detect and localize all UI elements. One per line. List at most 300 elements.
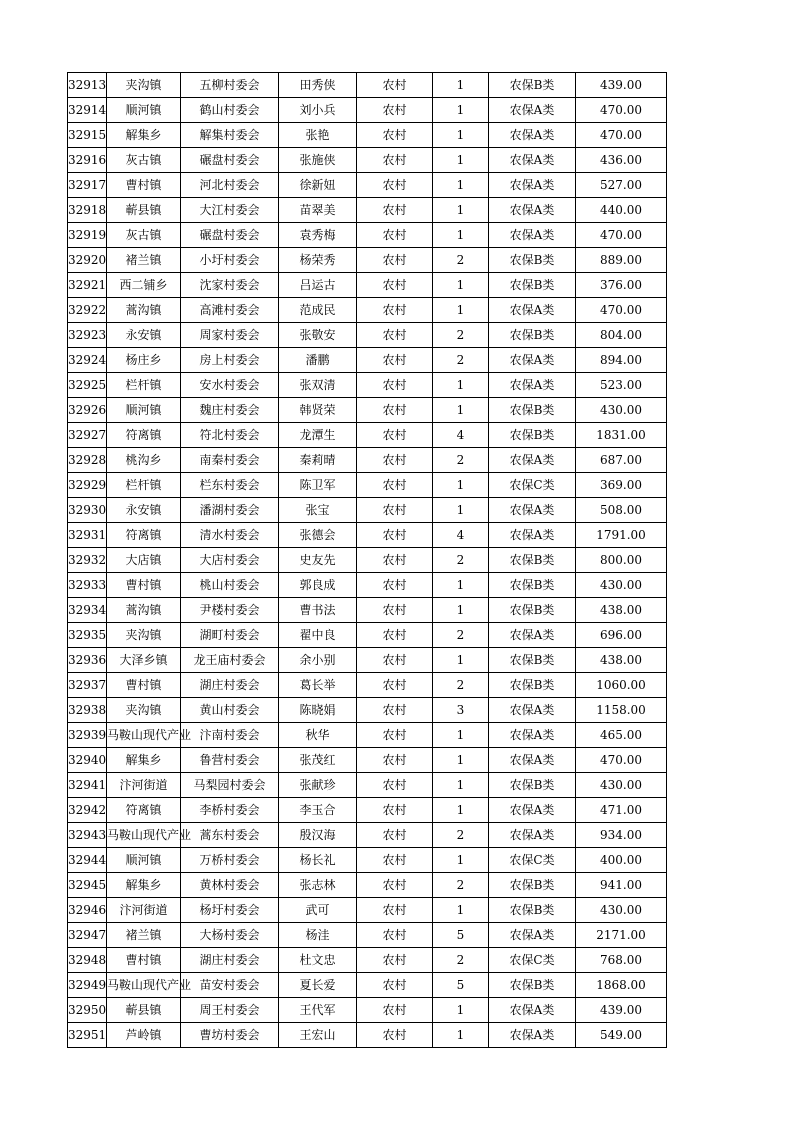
village-committee-cell: 符北村委会: [181, 423, 279, 448]
town-cell: 夹沟镇: [107, 698, 181, 723]
village-committee-cell: 李桥村委会: [181, 798, 279, 823]
person-name-cell: 张双清: [279, 373, 357, 398]
insurance-category-cell: 农保A类: [489, 723, 576, 748]
village-committee-cell: 黄林村委会: [181, 873, 279, 898]
person-name-cell: 杜文忠: [279, 948, 357, 973]
town-cell: 永安镇: [107, 498, 181, 523]
town-cell: 符离镇: [107, 423, 181, 448]
record-id-cell: 32916: [68, 148, 107, 173]
town-cell: 大店镇: [107, 548, 181, 573]
record-id-cell: 32936: [68, 648, 107, 673]
record-id-cell: 32917: [68, 173, 107, 198]
insurance-category-cell: 农保B类: [489, 773, 576, 798]
record-id-cell: 32929: [68, 473, 107, 498]
record-id-cell: 32935: [68, 623, 107, 648]
amount-cell: 465.00: [576, 723, 667, 748]
amount-cell: 894.00: [576, 348, 667, 373]
insurance-category-cell: 农保B类: [489, 673, 576, 698]
member-count-cell: 1: [433, 748, 489, 773]
member-count-cell: 1: [433, 648, 489, 673]
table-row: [68, 873, 667, 898]
person-name-cell: 张艳: [279, 123, 357, 148]
table-row: [68, 673, 667, 698]
member-count-cell: 4: [433, 423, 489, 448]
table-row: [68, 698, 667, 723]
household-type-cell: 农村: [357, 298, 433, 323]
town-cell: 栏杆镇: [107, 473, 181, 498]
amount-cell: 439.00: [576, 998, 667, 1023]
member-count-cell: 1: [433, 123, 489, 148]
village-committee-cell: 沈家村委会: [181, 273, 279, 298]
insurance-category-cell: 农保A类: [489, 923, 576, 948]
town-cell: 马鞍山现代产业: [107, 823, 181, 848]
insurance-category-cell: 农保B类: [489, 573, 576, 598]
table-row: [68, 473, 667, 498]
record-id-cell: 32934: [68, 598, 107, 623]
member-count-cell: 1: [433, 573, 489, 598]
household-type-cell: 农村: [357, 598, 433, 623]
household-type-cell: 农村: [357, 773, 433, 798]
table-row: [68, 323, 667, 348]
town-cell: 西二铺乡: [107, 273, 181, 298]
table-row: [68, 448, 667, 473]
village-committee-cell: 湖庄村委会: [181, 948, 279, 973]
town-cell: 顺河镇: [107, 848, 181, 873]
town-cell: 符离镇: [107, 523, 181, 548]
record-id-cell: 32933: [68, 573, 107, 598]
person-name-cell: 郭良成: [279, 573, 357, 598]
amount-cell: 376.00: [576, 273, 667, 298]
record-id-cell: 32926: [68, 398, 107, 423]
person-name-cell: 李玉合: [279, 798, 357, 823]
amount-cell: 470.00: [576, 748, 667, 773]
insurance-category-cell: 农保A类: [489, 348, 576, 373]
household-type-cell: 农村: [357, 373, 433, 398]
person-name-cell: 张德会: [279, 523, 357, 548]
table-row: [68, 848, 667, 873]
table-row: [68, 648, 667, 673]
village-committee-cell: 黄山村委会: [181, 698, 279, 723]
amount-cell: 1831.00: [576, 423, 667, 448]
household-type-cell: 农村: [357, 798, 433, 823]
town-cell: 解集乡: [107, 873, 181, 898]
member-count-cell: 1: [433, 473, 489, 498]
insurance-category-cell: 农保B类: [489, 598, 576, 623]
household-type-cell: 农村: [357, 148, 433, 173]
household-type-cell: 农村: [357, 648, 433, 673]
table-row: [68, 548, 667, 573]
insurance-category-cell: 农保A类: [489, 148, 576, 173]
insurance-category-cell: 农保A类: [489, 823, 576, 848]
record-id-cell: 32942: [68, 798, 107, 823]
member-count-cell: 1: [433, 73, 489, 98]
amount-cell: 436.00: [576, 148, 667, 173]
member-count-cell: 1: [433, 298, 489, 323]
person-name-cell: 葛长举: [279, 673, 357, 698]
data-table: [67, 72, 667, 1048]
insurance-category-cell: 农保A类: [489, 498, 576, 523]
person-name-cell: 杨荣秀: [279, 248, 357, 273]
member-count-cell: 2: [433, 623, 489, 648]
town-cell: 蕲县镇: [107, 198, 181, 223]
record-id-cell: 32923: [68, 323, 107, 348]
person-name-cell: 张茂红: [279, 748, 357, 773]
member-count-cell: 1: [433, 223, 489, 248]
table-row: [68, 723, 667, 748]
amount-cell: 439.00: [576, 73, 667, 98]
household-type-cell: 农村: [357, 173, 433, 198]
household-type-cell: 农村: [357, 273, 433, 298]
record-id-cell: 32944: [68, 848, 107, 873]
record-id-cell: 32921: [68, 273, 107, 298]
member-count-cell: 1: [433, 273, 489, 298]
amount-cell: 523.00: [576, 373, 667, 398]
record-id-cell: 32924: [68, 348, 107, 373]
member-count-cell: 2: [433, 348, 489, 373]
household-type-cell: 农村: [357, 823, 433, 848]
table-row: [68, 923, 667, 948]
insurance-category-cell: 农保A类: [489, 748, 576, 773]
amount-cell: 549.00: [576, 1023, 667, 1048]
person-name-cell: 吕运古: [279, 273, 357, 298]
table-row: [68, 273, 667, 298]
amount-cell: 687.00: [576, 448, 667, 473]
insurance-category-cell: 农保B类: [489, 873, 576, 898]
town-cell: 蕲县镇: [107, 998, 181, 1023]
town-cell: 褚兰镇: [107, 923, 181, 948]
record-id-cell: 32930: [68, 498, 107, 523]
insurance-category-cell: 农保B类: [489, 273, 576, 298]
household-type-cell: 农村: [357, 923, 433, 948]
member-count-cell: 2: [433, 823, 489, 848]
insurance-category-cell: 农保B类: [489, 973, 576, 998]
record-id-cell: 32925: [68, 373, 107, 398]
table-row: [68, 798, 667, 823]
amount-cell: 768.00: [576, 948, 667, 973]
record-id-cell: 32937: [68, 673, 107, 698]
insurance-category-cell: 农保A类: [489, 448, 576, 473]
household-type-cell: 农村: [357, 548, 433, 573]
village-committee-cell: 桃山村委会: [181, 573, 279, 598]
household-type-cell: 农村: [357, 1023, 433, 1048]
household-type-cell: 农村: [357, 948, 433, 973]
person-name-cell: 田秀侠: [279, 73, 357, 98]
village-committee-cell: 鹤山村委会: [181, 98, 279, 123]
table-row: [68, 573, 667, 598]
amount-cell: 470.00: [576, 298, 667, 323]
household-type-cell: 农村: [357, 673, 433, 698]
village-committee-cell: 碾盘村委会: [181, 148, 279, 173]
record-id-cell: 32945: [68, 873, 107, 898]
person-name-cell: 张宝: [279, 498, 357, 523]
village-committee-cell: 尹楼村委会: [181, 598, 279, 623]
table-row: [68, 523, 667, 548]
member-count-cell: 1: [433, 1023, 489, 1048]
record-id-cell: 32941: [68, 773, 107, 798]
household-type-cell: 农村: [357, 223, 433, 248]
amount-cell: 800.00: [576, 548, 667, 573]
town-cell: 大泽乡镇: [107, 648, 181, 673]
household-type-cell: 农村: [357, 348, 433, 373]
household-type-cell: 农村: [357, 448, 433, 473]
village-committee-cell: 杨圩村委会: [181, 898, 279, 923]
insurance-category-cell: 农保B类: [489, 423, 576, 448]
person-name-cell: 潘鹏: [279, 348, 357, 373]
amount-cell: 941.00: [576, 873, 667, 898]
table-row: [68, 748, 667, 773]
table-row: [68, 73, 667, 98]
record-id-cell: 32932: [68, 548, 107, 573]
member-count-cell: 1: [433, 998, 489, 1023]
table-row: [68, 1023, 667, 1048]
household-type-cell: 农村: [357, 698, 433, 723]
member-count-cell: 2: [433, 548, 489, 573]
record-id-cell: 32951: [68, 1023, 107, 1048]
person-name-cell: 翟中良: [279, 623, 357, 648]
insurance-category-cell: 农保A类: [489, 698, 576, 723]
member-count-cell: 2: [433, 948, 489, 973]
town-cell: 符离镇: [107, 798, 181, 823]
amount-cell: 470.00: [576, 98, 667, 123]
person-name-cell: 秋华: [279, 723, 357, 748]
town-cell: 褚兰镇: [107, 248, 181, 273]
village-committee-cell: 高滩村委会: [181, 298, 279, 323]
amount-cell: 527.00: [576, 173, 667, 198]
table-row: [68, 823, 667, 848]
town-cell: 夹沟镇: [107, 623, 181, 648]
village-committee-cell: 周家村委会: [181, 323, 279, 348]
member-count-cell: 1: [433, 98, 489, 123]
member-count-cell: 1: [433, 498, 489, 523]
town-cell: 顺河镇: [107, 398, 181, 423]
village-committee-cell: 小圩村委会: [181, 248, 279, 273]
amount-cell: 470.00: [576, 123, 667, 148]
person-name-cell: 余小别: [279, 648, 357, 673]
town-cell: 解集乡: [107, 748, 181, 773]
town-cell: 蒿沟镇: [107, 598, 181, 623]
record-id-cell: 32928: [68, 448, 107, 473]
household-type-cell: 农村: [357, 73, 433, 98]
member-count-cell: 1: [433, 173, 489, 198]
village-committee-cell: 周王村委会: [181, 998, 279, 1023]
record-id-cell: 32950: [68, 998, 107, 1023]
village-committee-cell: 汴南村委会: [181, 723, 279, 748]
person-name-cell: 陈卫军: [279, 473, 357, 498]
table-row: [68, 973, 667, 998]
village-committee-cell: 潘湖村委会: [181, 498, 279, 523]
household-type-cell: 农村: [357, 98, 433, 123]
record-id-cell: 32922: [68, 298, 107, 323]
town-cell: 汴河街道: [107, 898, 181, 923]
member-count-cell: 3: [433, 698, 489, 723]
amount-cell: 440.00: [576, 198, 667, 223]
village-committee-cell: 碾盘村委会: [181, 223, 279, 248]
town-cell: 曹村镇: [107, 573, 181, 598]
record-id-cell: 32946: [68, 898, 107, 923]
town-cell: 灰古镇: [107, 223, 181, 248]
village-committee-cell: 五柳村委会: [181, 73, 279, 98]
household-type-cell: 农村: [357, 323, 433, 348]
village-committee-cell: 大店村委会: [181, 548, 279, 573]
village-committee-cell: 万桥村委会: [181, 848, 279, 873]
amount-cell: 1158.00: [576, 698, 667, 723]
person-name-cell: 张志林: [279, 873, 357, 898]
insurance-category-cell: 农保A类: [489, 998, 576, 1023]
person-name-cell: 张施侠: [279, 148, 357, 173]
member-count-cell: 1: [433, 798, 489, 823]
record-id-cell: 32920: [68, 248, 107, 273]
person-name-cell: 张敬安: [279, 323, 357, 348]
village-committee-cell: 魏庄村委会: [181, 398, 279, 423]
record-id-cell: 32915: [68, 123, 107, 148]
town-cell: 栏杆镇: [107, 373, 181, 398]
member-count-cell: 1: [433, 373, 489, 398]
town-cell: 永安镇: [107, 323, 181, 348]
amount-cell: 438.00: [576, 598, 667, 623]
village-committee-cell: 蒿东村委会: [181, 823, 279, 848]
insurance-category-cell: 农保B类: [489, 898, 576, 923]
insurance-category-cell: 农保A类: [489, 198, 576, 223]
insurance-category-cell: 农保A类: [489, 223, 576, 248]
village-committee-cell: 马梨园村委会: [181, 773, 279, 798]
town-cell: 马鞍山现代产业: [107, 723, 181, 748]
household-type-cell: 农村: [357, 623, 433, 648]
household-type-cell: 农村: [357, 198, 433, 223]
town-cell: 曹村镇: [107, 673, 181, 698]
table-row: [68, 223, 667, 248]
table-row: [68, 173, 667, 198]
insurance-category-cell: 农保A类: [489, 798, 576, 823]
town-cell: 马鞍山现代产业: [107, 973, 181, 998]
table-row: [68, 348, 667, 373]
town-cell: 曹村镇: [107, 173, 181, 198]
person-name-cell: 张献珍: [279, 773, 357, 798]
village-committee-cell: 曹坊村委会: [181, 1023, 279, 1048]
village-committee-cell: 湖町村委会: [181, 623, 279, 648]
member-count-cell: 2: [433, 448, 489, 473]
person-name-cell: 陈晓娟: [279, 698, 357, 723]
table-row: [68, 298, 667, 323]
person-name-cell: 杨长礼: [279, 848, 357, 873]
table-row: [68, 598, 667, 623]
amount-cell: 1791.00: [576, 523, 667, 548]
person-name-cell: 刘小兵: [279, 98, 357, 123]
household-type-cell: 农村: [357, 523, 433, 548]
insurance-category-cell: 农保A类: [489, 623, 576, 648]
table-row: [68, 398, 667, 423]
household-type-cell: 农村: [357, 423, 433, 448]
person-name-cell: 龙潭生: [279, 423, 357, 448]
insurance-category-cell: 农保A类: [489, 173, 576, 198]
person-name-cell: 徐新妞: [279, 173, 357, 198]
household-type-cell: 农村: [357, 723, 433, 748]
table-row: [68, 198, 667, 223]
village-committee-cell: 河北村委会: [181, 173, 279, 198]
record-id-cell: 32949: [68, 973, 107, 998]
person-name-cell: 夏长爱: [279, 973, 357, 998]
household-type-cell: 农村: [357, 473, 433, 498]
insurance-category-cell: 农保B类: [489, 648, 576, 673]
household-type-cell: 农村: [357, 873, 433, 898]
town-cell: 曹村镇: [107, 948, 181, 973]
town-cell: 汴河街道: [107, 773, 181, 798]
record-id-cell: 32938: [68, 698, 107, 723]
household-type-cell: 农村: [357, 898, 433, 923]
household-type-cell: 农村: [357, 248, 433, 273]
village-committee-cell: 湖庄村委会: [181, 673, 279, 698]
amount-cell: 470.00: [576, 223, 667, 248]
amount-cell: 2171.00: [576, 923, 667, 948]
amount-cell: 508.00: [576, 498, 667, 523]
amount-cell: 369.00: [576, 473, 667, 498]
town-cell: 杨庄乡: [107, 348, 181, 373]
record-id-cell: 32943: [68, 823, 107, 848]
amount-cell: 400.00: [576, 848, 667, 873]
village-committee-cell: 房上村委会: [181, 348, 279, 373]
insurance-category-cell: 农保C类: [489, 473, 576, 498]
town-cell: 芦岭镇: [107, 1023, 181, 1048]
person-name-cell: 曹书法: [279, 598, 357, 623]
village-committee-cell: 龙王庙村委会: [181, 648, 279, 673]
record-id-cell: 32947: [68, 923, 107, 948]
village-committee-cell: 大杨村委会: [181, 923, 279, 948]
household-type-cell: 农村: [357, 973, 433, 998]
record-id-cell: 32931: [68, 523, 107, 548]
amount-cell: 804.00: [576, 323, 667, 348]
person-name-cell: 秦莉晴: [279, 448, 357, 473]
insurance-category-cell: 农保B类: [489, 248, 576, 273]
insurance-category-cell: 农保A类: [489, 98, 576, 123]
amount-cell: 430.00: [576, 398, 667, 423]
amount-cell: 430.00: [576, 573, 667, 598]
village-committee-cell: 鲁营村委会: [181, 748, 279, 773]
amount-cell: 889.00: [576, 248, 667, 273]
insurance-category-cell: 农保A类: [489, 523, 576, 548]
amount-cell: 471.00: [576, 798, 667, 823]
record-id-cell: 32939: [68, 723, 107, 748]
village-committee-cell: 安水村委会: [181, 373, 279, 398]
member-count-cell: 1: [433, 723, 489, 748]
household-type-cell: 农村: [357, 123, 433, 148]
household-type-cell: 农村: [357, 398, 433, 423]
member-count-cell: 1: [433, 398, 489, 423]
village-committee-cell: 解集村委会: [181, 123, 279, 148]
amount-cell: 1060.00: [576, 673, 667, 698]
table-row: [68, 948, 667, 973]
member-count-cell: 2: [433, 873, 489, 898]
person-name-cell: 王代军: [279, 998, 357, 1023]
table-row: [68, 498, 667, 523]
person-name-cell: 杨洼: [279, 923, 357, 948]
insurance-category-cell: 农保C类: [489, 848, 576, 873]
person-name-cell: 范成民: [279, 298, 357, 323]
insurance-category-cell: 农保C类: [489, 948, 576, 973]
member-count-cell: 2: [433, 323, 489, 348]
household-type-cell: 农村: [357, 848, 433, 873]
member-count-cell: 2: [433, 673, 489, 698]
table-row: [68, 773, 667, 798]
amount-cell: 430.00: [576, 898, 667, 923]
person-name-cell: 史友先: [279, 548, 357, 573]
person-name-cell: 王宏山: [279, 1023, 357, 1048]
member-count-cell: 4: [433, 523, 489, 548]
town-cell: 夹沟镇: [107, 73, 181, 98]
member-count-cell: 1: [433, 848, 489, 873]
table-row: [68, 998, 667, 1023]
table-row: [68, 98, 667, 123]
insurance-category-cell: 农保B类: [489, 398, 576, 423]
person-name-cell: 殷汉海: [279, 823, 357, 848]
